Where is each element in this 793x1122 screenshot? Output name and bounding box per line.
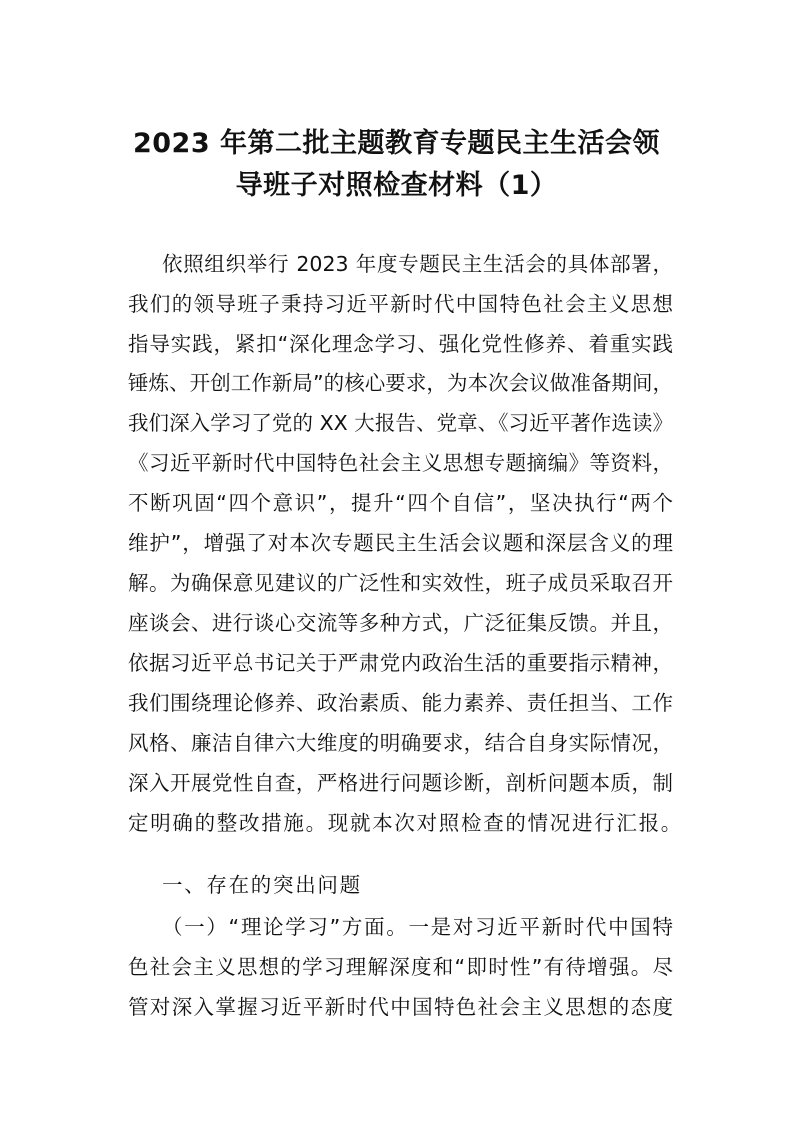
document-title-line-1: 2023 年第二批主题教育专题民主生活会领 (132, 128, 661, 159)
text-line: 深入开展党性自查，严格进行问题诊断，剖析问题本质，制 (128, 771, 673, 795)
text-line: 依照组织举行 2023 年度专题民主生活会的具体部署， (162, 252, 673, 276)
section-heading: 一、存在的突出问题 (162, 873, 362, 897)
text-line: 指导实践，紧扣“深化理念学习、强化党性修养、着重实践 (128, 332, 673, 356)
text-line: 我们深入学习了党的 XX 大报告、党章、《习近平著作选读》 (128, 411, 673, 435)
text-line: 座谈会、进行谈心交流等多种方式，广泛征集反馈。并且， (128, 611, 673, 635)
text-line: （一）“理论学习”方面。一是对习近平新时代中国特 (162, 915, 673, 939)
text-line: 色社会主义思想的学习理解深度和“即时性”有待增强。尽 (128, 955, 673, 979)
text-line: 依据习近平总书记关于严肃党内政治生活的重要指示精神， (128, 651, 673, 675)
text-line: 锤炼、开创工作新局”的核心要求，为本次会议做准备期间， (128, 371, 673, 395)
text-line: 《习近平新时代中国特色社会主义思想专题摘编》等资料， (128, 451, 673, 475)
text-line: 风格、廉洁自律六大维度的明确要求，结合自身实际情况， (128, 731, 673, 755)
text-line: 我们的领导班子秉持习近平新时代中国特色社会主义思想 (128, 292, 673, 316)
text-line: 管对深入掌握习近平新时代中国特色社会主义思想的态度 (128, 995, 673, 1019)
text-line: 解。为确保意见建议的广泛性和实效性，班子成员采取召开 (128, 571, 673, 595)
document-title-line-2: 导班子对照检查材料（1） (235, 170, 558, 201)
text-line: 我们围绕理论修养、政治素质、能力素养、责任担当、工作 (128, 691, 673, 715)
text-line: 维护”，增强了对本次专题民主生活会议题和深层含义的理 (128, 531, 673, 555)
text-line: 定明确的整改措施。现就本次对照检查的情况进行汇报。 (128, 811, 683, 835)
text-line: 不断巩固“四个意识”，提升“四个自信”，坚决执行“两个 (128, 491, 673, 515)
